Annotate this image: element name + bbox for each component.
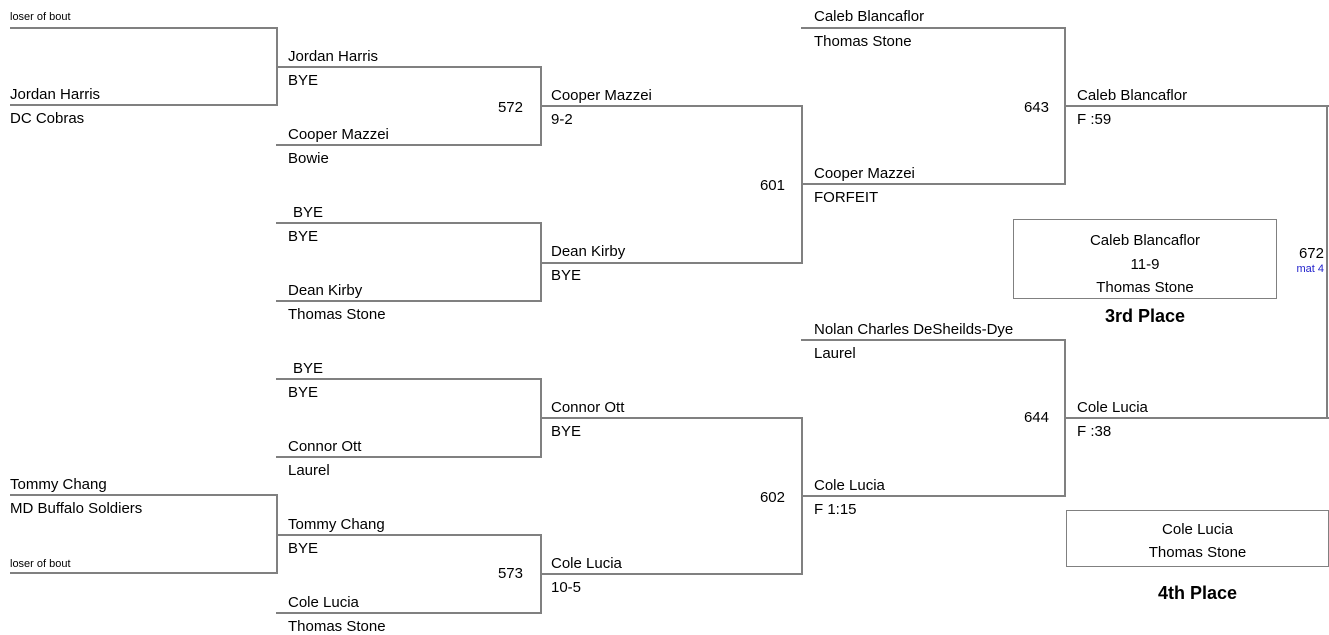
r4-d-name: Cole Lucia	[814, 477, 885, 494]
bracket-connector	[1326, 105, 1328, 419]
bracket-line	[276, 300, 542, 302]
r2-m6-info: Laurel	[288, 462, 330, 479]
r2-m4-info: Thomas Stone	[288, 306, 386, 323]
bout-number-672: 672	[1298, 245, 1324, 262]
round1-top-wrestler-name: Jordan Harris	[10, 86, 101, 103]
loser-of-bout-label-top: loser of bout	[10, 11, 71, 23]
bracket-line	[10, 494, 278, 496]
bracket-line	[540, 573, 803, 575]
r5-bottom-info: F :38	[1077, 423, 1112, 440]
round1-bottom-wrestler-team: MD Buffalo Soldiers	[10, 500, 143, 517]
bout-number-601: 601	[759, 177, 785, 194]
bracket-line	[10, 27, 278, 29]
third-place-team: Thomas Stone	[1096, 279, 1194, 296]
r4-a-name: Caleb Blancaflor	[814, 8, 925, 25]
r2-m3-info: BYE	[288, 228, 319, 245]
r3-w2-info: BYE	[551, 267, 582, 284]
r2-m5-info: BYE	[288, 384, 319, 401]
r2-m5-name: BYE	[293, 360, 324, 377]
r4-a-info: Thomas Stone	[814, 33, 912, 50]
r3-w3-name: Connor Ott	[551, 399, 625, 416]
bout-number-573: 573	[497, 565, 523, 582]
mat-label: mat 4	[1296, 263, 1324, 275]
r5-top-name: Caleb Blancaflor	[1077, 87, 1188, 104]
bracket-line	[276, 144, 542, 146]
fourth-place-box	[1066, 510, 1329, 567]
bracket-line	[276, 378, 542, 380]
r2-m2-info: Bowie	[288, 150, 329, 167]
r4-b-name: Cooper Mazzei	[814, 165, 915, 182]
r2-m1-info: BYE	[288, 72, 319, 89]
r2-m8-info: Thomas Stone	[288, 618, 386, 635]
bracket-line	[276, 66, 542, 68]
fourth-place-team: Thomas Stone	[1148, 544, 1247, 561]
r3-w4-name: Cole Lucia	[551, 555, 622, 572]
r2-m2-name: Cooper Mazzei	[288, 126, 389, 143]
bout-number-602: 602	[759, 489, 785, 506]
third-place-name: Caleb Blancaflor	[1089, 232, 1201, 249]
r3-w3-info: BYE	[551, 423, 582, 440]
bracket-line	[276, 534, 542, 536]
r4-c-info: Laurel	[814, 345, 856, 362]
bracket-line	[276, 222, 542, 224]
bracket-line	[276, 612, 542, 614]
r3-w1-name: Cooper Mazzei	[551, 87, 652, 104]
r3-w1-info: 9-2	[551, 111, 573, 128]
r4-d-info: F 1:15	[814, 501, 857, 518]
bracket-line	[540, 105, 803, 107]
r2-m1-name: Jordan Harris	[288, 48, 379, 65]
loser-of-bout-label-bottom: loser of bout	[10, 558, 71, 570]
r5-bottom-name: Cole Lucia	[1077, 399, 1148, 416]
bracket-line	[801, 339, 1066, 341]
third-place-box	[1013, 219, 1277, 299]
round1-top-wrestler-team: DC Cobras	[10, 110, 85, 127]
bracket-line	[276, 456, 542, 458]
round1-bottom-wrestler-name: Tommy Chang	[10, 476, 107, 493]
bracket-line	[1064, 105, 1329, 107]
r4-b-info: FORFEIT	[814, 189, 879, 206]
r4-c-name: Nolan Charles DeSheilds-Dye	[814, 321, 1014, 338]
bracket-line	[801, 183, 1066, 185]
r3-w4-info: 10-5	[551, 579, 582, 596]
r2-m8-name: Cole Lucia	[288, 594, 359, 611]
fourth-place-name: Cole Lucia	[1162, 521, 1233, 538]
bracket-line	[540, 262, 803, 264]
r2-m4-name: Dean Kirby	[288, 282, 363, 299]
third-place-score: 11-9	[1130, 256, 1160, 273]
bout-number-572: 572	[497, 99, 523, 116]
r3-w2-name: Dean Kirby	[551, 243, 626, 260]
r2-m7-name: Tommy Chang	[288, 516, 385, 533]
r2-m6-name: Connor Ott	[288, 438, 362, 455]
r5-top-info: F :59	[1077, 111, 1112, 128]
fourth-place-label: 4th Place	[1157, 583, 1238, 603]
bracket-line	[10, 104, 278, 106]
bracket-line	[801, 27, 1066, 29]
bracket-line	[540, 417, 803, 419]
r2-m7-info: BYE	[288, 540, 319, 557]
third-place-label: 3rd Place	[1104, 306, 1186, 326]
bracket-line	[1064, 417, 1329, 419]
r2-m3-name: BYE	[293, 204, 324, 221]
bout-number-644: 644	[1023, 409, 1049, 426]
bout-number-643: 643	[1023, 99, 1049, 116]
bracket-line	[10, 572, 278, 574]
bracket-line	[801, 495, 1066, 497]
